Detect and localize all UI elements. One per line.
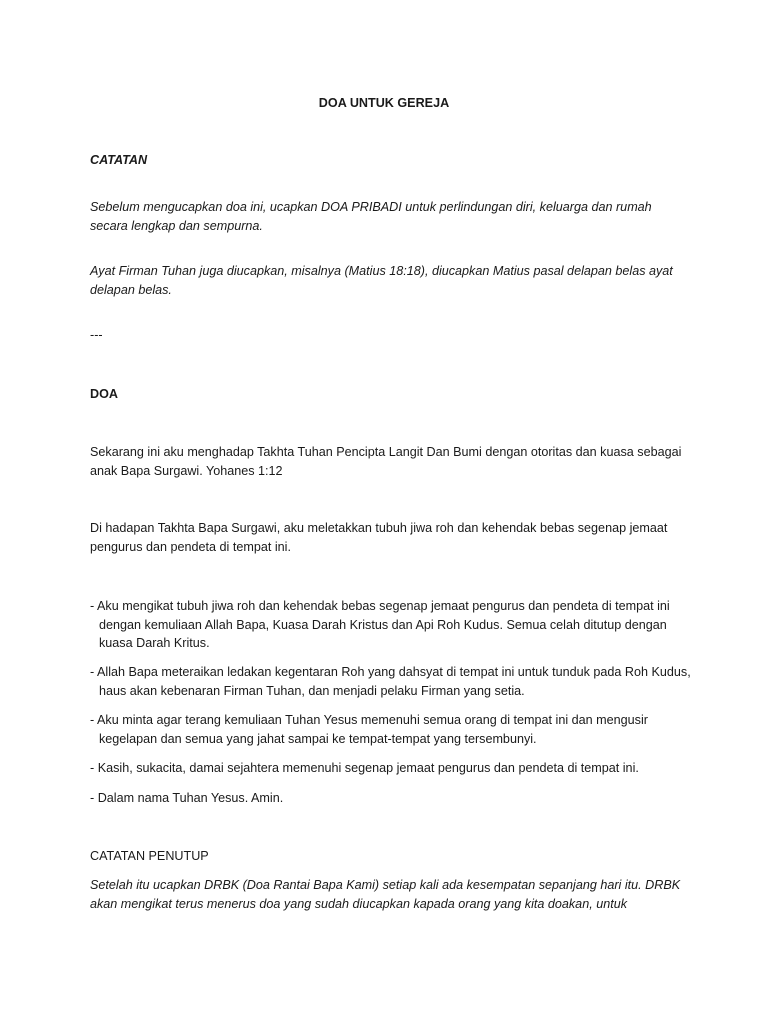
separator: --- (90, 328, 103, 342)
doa-list-item: - Allah Bapa meteraikan ledakan kegentaran Roh yang dahsyat di tempat ini untuk tunduk pada Roh Kudus, haus akan kebenaran Firman Tuhan, dan menjadi pelaku Firman yang setia. (90, 665, 691, 698)
doa-paragraph-1: Sekarang ini aku menghadap Takhta Tuhan Pencipta Langit Dan Bumi dengan otoritas dan kuasa sebagai anak Bapa Surgawi. Yohanes 1:12 (90, 445, 682, 478)
catatan-paragraph-1: Sebelum mengucapkan doa ini, ucapkan DOA PRIBADI untuk perlindungan diri, keluarga dan rumah secara lengkap dan sempurna. (90, 200, 652, 233)
penutup-heading: CATATAN PENUTUP (90, 849, 209, 863)
catatan-heading: CATATAN (90, 153, 148, 167)
doa-paragraph-2: Di hadapan Takhta Bapa Surgawi, aku meletakkan tubuh jiwa roh dan kehendak bebas segenap jemaat pengurus dan pendeta di tempat ini. (90, 521, 668, 554)
doa-heading: DOA (90, 387, 118, 401)
doa-list-item: - Dalam nama Tuhan Yesus. Amin. (90, 791, 284, 805)
doa-list-item: - Aku mengikat tubuh jiwa roh dan kehendak bebas segenap jemaat pengurus dan pendeta di tempat ini dengan kemuliaan Allah Bapa, Kuasa Darah Kristus dan Api Roh Kudus. Semua celah ditutup dengan kuasa Darah Kritus. (90, 599, 670, 650)
doa-list-item: - Kasih, sukacita, damai sejahtera memenuhi segenap jemaat pengurus dan pendeta di tempat ini. (90, 761, 639, 775)
penutup-paragraph-1: Setelah itu ucapkan DRBK (Doa Rantai Bapa Kami) setiap kali ada kesempatan sepanjang hari itu. DRBK akan mengikat terus menerus doa yang sudah diucapkan kapada orang yang kita doakan, untuk (90, 878, 681, 911)
document-title: DOA UNTUK GEREJA (318, 96, 450, 110)
doa-list-item: - Aku minta agar terang kemuliaan Tuhan Yesus memenuhi semua orang di tempat ini dan mengusir kegelapan dan semua yang jahat sampai ke tempat-tempat yang tersembunyi. (90, 713, 648, 746)
catatan-paragraph-2: Ayat Firman Tuhan juga diucapkan, misalnya (Matius 18:18), diucapkan Matius pasal delapan belas ayat delapan belas. (90, 264, 673, 297)
